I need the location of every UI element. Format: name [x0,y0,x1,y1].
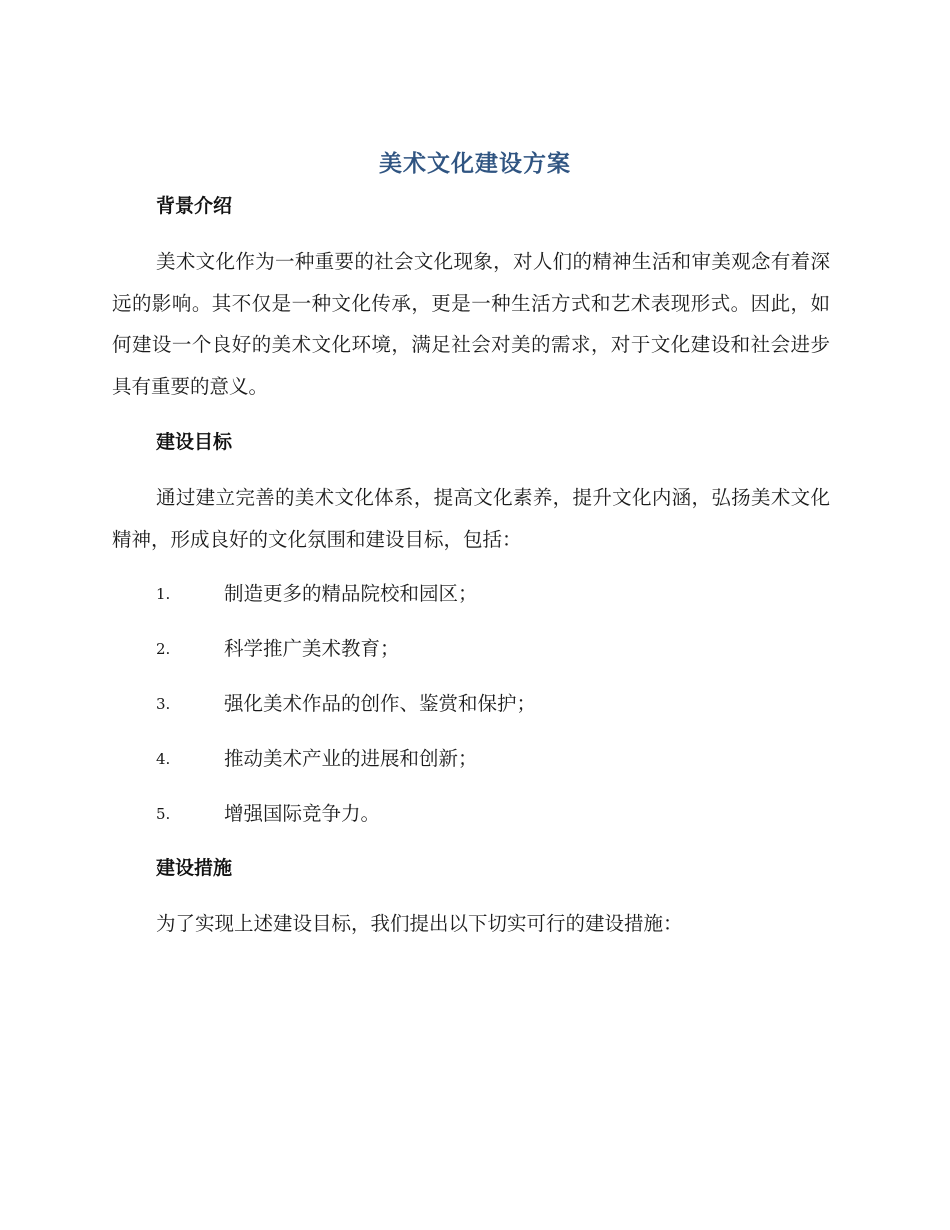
list-item-text: 增强国际竞争力。 [224,802,381,825]
list-item-number: 1. [156,585,171,603]
paragraph-goals: 通过建立完善的美术文化体系，提高文化素养，提升文化内涵，弘扬美术文化精神，形成良好的文化氛围和建设目标，包括： [112,486,830,551]
heading-goals: 建设目标 [156,431,233,453]
list-item [0,796,950,832]
list-item-text: 科学推广美术教育； [224,637,400,660]
paragraph-measures: 为了实现上述建设目标，我们提出以下切实可行的建设措施： [156,912,683,935]
heading-background: 背景介绍 [156,195,233,217]
list-item-text: 推动美术产业的进展和创新； [224,747,478,770]
list-item-text: 强化美术作品的创作、鉴赏和保护； [224,692,537,715]
document-title: 美术文化建设方案 [379,151,571,177]
list-item [0,631,950,667]
list-item [0,686,950,722]
list-item-number: 2. [156,640,171,658]
paragraph-background: 美术文化作为一种重要的社会文化现象，对人们的精神生活和审美观念有着深远的影响。其不仅是一种文化传承，更是一种生活方式和艺术表现形式。因此，如何建设一个良好的美术文化环境，满足社会对美的需求，对于文化建设和社会进步具有重要的意义。 [112,250,830,398]
list-item-number: 3. [156,695,171,713]
list-item [0,576,950,612]
list-item-number: 5. [156,805,171,823]
list-item-number: 4. [156,750,171,768]
list-item-text: 制造更多的精品院校和园区； [224,582,478,605]
heading-measures: 建设措施 [156,857,233,879]
list-item [0,741,950,777]
